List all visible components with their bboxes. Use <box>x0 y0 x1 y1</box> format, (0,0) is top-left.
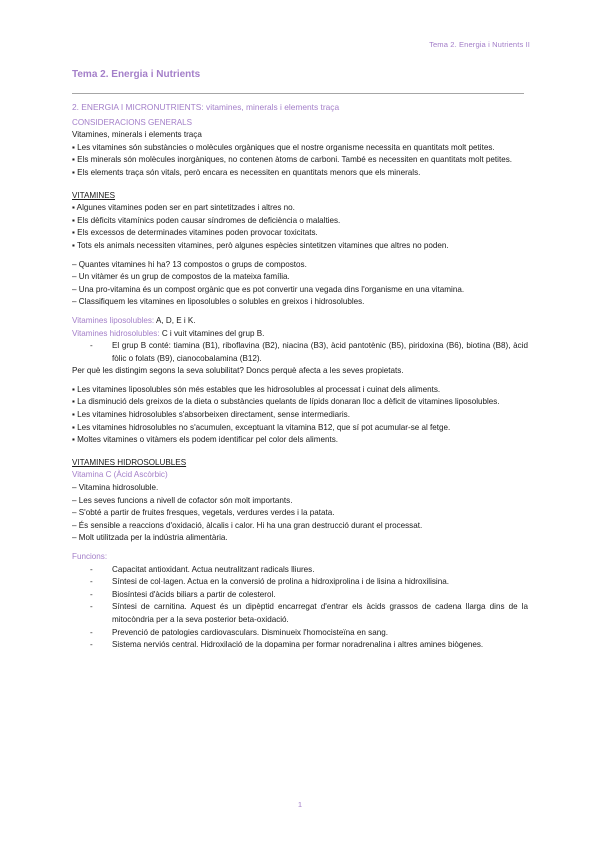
considerations-bullet: ▪ Els minerals són molècules inorgàniques, no contenen àtoms de carboni. També es necessiten en quantitats molt petites. <box>72 155 513 165</box>
hidrosolubles-line <box>72 328 528 341</box>
group-b-list <box>72 340 528 365</box>
vitamins-bullet: ▪ Els excessos de determinades vitamines poden provocar toxicitats. <box>72 228 318 238</box>
liposolubles-line <box>72 315 528 328</box>
vitamins-bullet: ▪ Algunes vitamines poden ser en part sintetitzades i altres no. <box>72 203 295 213</box>
vitamins-dash-item: – Un vitàmer és un grup de compostos de la mateixa família. <box>72 272 290 282</box>
title-divider <box>72 93 524 94</box>
vitamins-bullet: ▪ Tots els animals necessiten vitamines, però algunes espècies sintetitzen vitamines que altres no poden. <box>72 240 449 250</box>
running-header: Tema 2. Energia i Nutrients II <box>429 40 530 49</box>
solubility-bullet: ▪ Les vitamines hidrosolubles no s'acumulen, exceptuant la vitamina B12, que sí pot acumular-se al fetge. <box>72 422 451 432</box>
liposolubles-value: A, D, E i K. <box>154 315 196 325</box>
considerations-bullet: ▪ Els elements traça són vitals, però encara es necessiten en quantitats menors que els minerals. <box>72 167 421 177</box>
function-item: - Biosíntesi d'àcids biliars a partir de colesterol. <box>72 589 528 602</box>
vitamin-c-dash-item: – S'obté a partir de fruites fresques, vegetals, verdures verdes i la patata. <box>72 508 335 518</box>
functions-title: Funcions: <box>72 552 108 561</box>
liposolubles-label: Vitamines liposolubles: <box>72 315 155 325</box>
solubility-question: Per què les distingim segons la seva solubilitat? Doncs perquè afecta a les seves propietats. <box>72 366 404 376</box>
function-item: - Capacitat antioxidant. Actua neutralitzant radicals lliures. <box>72 564 528 577</box>
vitamins-heading: VITAMINES <box>72 190 116 200</box>
vitamin-c-dash-item: – És sensible a reaccions d'oxidació, àlcalis i calor. Hi ha una gran destrucció durant el processat. <box>72 520 423 530</box>
section-heading: 2. ENERGIA I MICRONUTRIENTS: vitamines, minerals i elements traça <box>72 102 340 112</box>
page-number: 1 <box>297 800 303 810</box>
vitamin-c-dash-item: – Vitamina hidrosoluble. <box>72 483 159 493</box>
function-item: - Síntesi de carnitina. Aquest és un dipèptid encarregat d'entrar els àcids grassos de cadena llarga dins de la mitocòndria per a la seva posterior beta-oxidació. <box>72 601 528 626</box>
vitamins-dash-item: – Quantes vitamines hi ha? 13 compostos o grups de compostos. <box>72 259 307 269</box>
vitamin-c-dash-item: – Les seves funcions a nivell de cofactor són molt importants. <box>72 495 293 505</box>
vitamins-dash-item: – Una pro-vitamina és un compost orgànic que es pot convertir una vegada dins l'organisme en una vitamina. <box>72 284 465 294</box>
function-item: - Síntesi de col·lagen. Actua en la conversió de prolina a hidroxiprolina i de lisina a hidroxilisina. <box>72 576 528 589</box>
considerations-heading: CONSIDERACIONS GENERALS <box>72 117 193 127</box>
group-b-item: - El grup B conté: tiamina (B1), riboflavina (B2), niacina (B3), àcid pantotènic (B5), piridoxina (B6), biotina (B8), àcid fòlic o folats (B9), cianocobalamina (B12). <box>72 340 528 365</box>
vitamin-c-dash-item: – Molt utilitzada per la indústria alimentària. <box>72 533 228 543</box>
function-item: - Prevenció de patologies cardiovasculars. Disminueix l'homocisteïna en sang. <box>72 627 528 640</box>
document-title: Tema 2. Energia i Nutrients <box>72 69 201 80</box>
considerations-bullet: ▪ Les vitamines són substàncies o molècules orgàniques que el nostre organisme necessita en quantitats molt petites. <box>72 142 495 152</box>
hidrosolubles-value: C i vuit vitamines del grup B. <box>159 328 265 338</box>
vitamins-dash-item: – Classifiquem les vitamines en liposolubles o solubles en greixos i hidrosolubles. <box>72 297 365 307</box>
considerations-subheading: Vitamines, minerals i elements traça <box>72 130 202 140</box>
function-item: - Sistema nerviós central. Hidroxilació de la dopamina per formar noradrenalina i altres amines biògenes. <box>72 639 528 652</box>
vitamin-c-title: Vitamina C (Àcid Ascòrbic) <box>72 470 168 480</box>
solubility-bullet: ▪ La disminució dels greixos de la dieta o substàncies quelants de lípids donaran lloc a dèficit de vitamines liposolubles. <box>72 397 500 407</box>
solubility-bullet: ▪ Les vitamines liposolubles són més estables que les hidrosolubles al processat i cuinat dels aliments. <box>72 384 441 394</box>
solubility-bullet: ▪ Moltes vitamines o vitàmers els podem identificar pel color dels aliments. <box>72 435 339 445</box>
solubility-bullet: ▪ Les vitamines hidrosolubles s'absorbeixen directament, sense intermediaris. <box>72 410 350 420</box>
hydrosoluble-heading: VITAMINES HIDROSOLUBLES <box>72 457 187 467</box>
functions-list <box>72 564 528 652</box>
vitamins-bullet: ▪ Els dèficits vitamínics poden causar síndromes de deficiència o malalties. <box>72 215 341 225</box>
document-body <box>72 68 528 652</box>
hidrosolubles-label: Vitamines hidrosolubles: <box>72 328 160 338</box>
